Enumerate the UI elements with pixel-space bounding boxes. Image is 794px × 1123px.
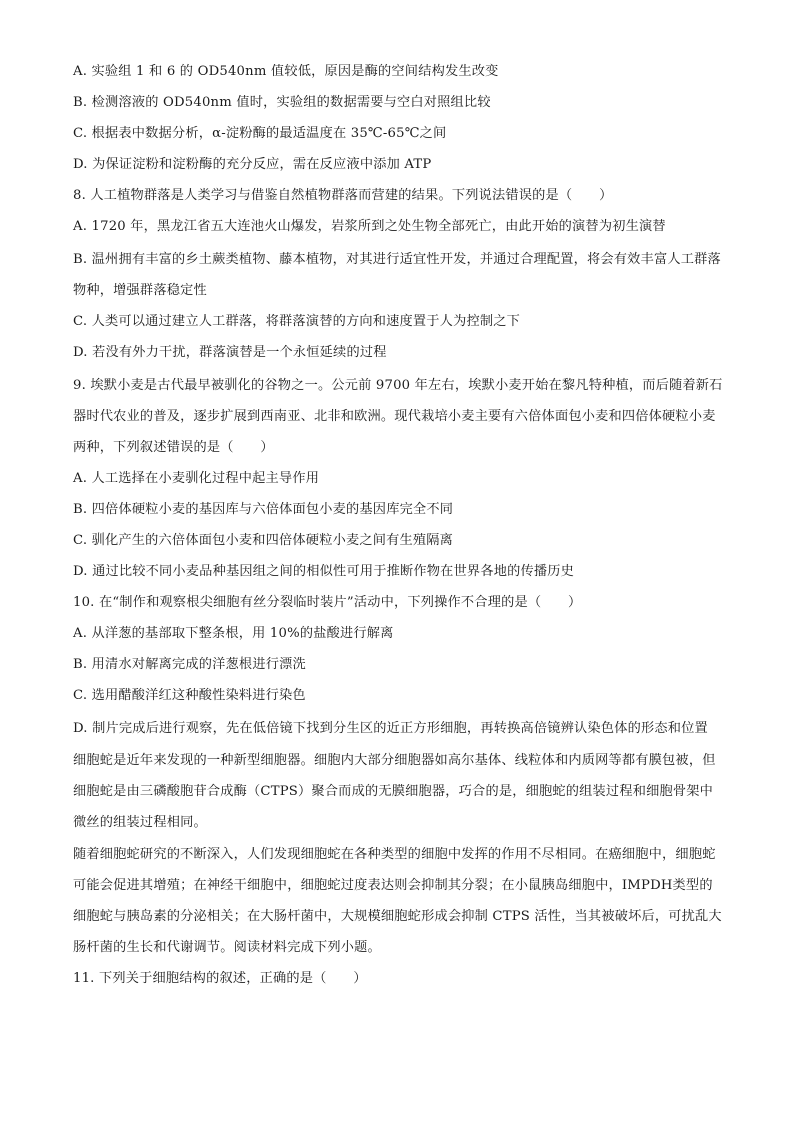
q8-option-a: A. 1720 年，黑龙江省五大连池火山爆发，岩浆所到之处生物全部死亡，由此开始的演替为初生演替 [73, 219, 666, 234]
q11-stem: 11. 下列关于细胞结构的叙述，正确的是（ ） [73, 971, 367, 986]
exam-page [73, 62, 723, 1000]
q7-option-a: A. 实验组 1 和 6 的 OD540nm 值较低，原因是酶的空间结构发生改变 [73, 64, 499, 79]
reading-material [73, 745, 723, 963]
q8-stem: 8. 人工植物群落是人类学习与借鉴自然植物群落而营建的结果。下列说法错误的是（ ） [73, 188, 613, 203]
q8-option-b: B. 温州拥有丰富的乡土蕨类植物、藤本植物，对其进行适宜性开发，并通过合理配置，将会有效丰富人工群落物种，增强群落稳定性 [73, 252, 721, 298]
material-paragraph-2: 随着细胞蛇研究的不断深入，人们发现细胞蛇在各种类型的细胞中发挥的作用不尽相同。在癌细胞中，细胞蛇可能会促进其增殖；在神经干细胞中，细胞蛇过度表达则会抑制其分裂；在小鼠胰岛细胞中，IMPDH类型的细胞蛇与胰岛素的分泌相关；在大肠杆菌中，大规模细胞蛇形成会抑制 CTPS 活性，当其被破坏后，可扰乱大肠杆菌的生长和代谢调节。阅读材料完成下列小题。 [73, 847, 722, 955]
q9-stem: 9. 埃默小麦是古代最早被驯化的谷物之一。公元前 9700 年左右，埃默小麦开始在黎凡特种植，而后随着新石器时代农业的普及，逐步扩展到西南亚、北非和欧洲。现代栽培小麦主要有六倍体面包小麦和四倍体硬粒小麦两种，下列叙述错误的是（ ） [73, 378, 723, 455]
q9-option-c: C. 驯化产生的六倍体面包小麦和四倍体硬粒小麦之间有生殖隔离 [73, 533, 454, 548]
question-9 [73, 370, 723, 582]
q10-option-a: A. 从洋葱的基部取下整条根，用 10%的盐酸进行解离 [73, 626, 394, 641]
q10-option-b: B. 用清水对解离完成的洋葱根进行漂洗 [73, 657, 306, 672]
q8-option-c: C. 人类可以通过建立人工群落，将群落演替的方向和速度置于人为控制之下 [73, 314, 521, 329]
question-11 [73, 969, 723, 989]
q9-option-a: A. 人工选择在小麦驯化过程中起主导作用 [73, 471, 320, 486]
q7-option-c: C. 根据表中数据分析，α-淀粉酶的最适温度在 35℃-65℃之间 [73, 126, 447, 141]
q10-stem: 10. 在“制作和观察根尖细胞有丝分裂临时装片”活动中，下列操作不合理的是（ ） [73, 595, 582, 610]
q7-option-d: D. 为保证淀粉和淀粉酶的充分反应，需在反应液中添加 ATP [73, 157, 432, 172]
q9-option-d: D. 通过比较不同小麦品种基因组之间的相似性可用于推断作物在世界各地的传播历史 [73, 564, 575, 579]
question-10 [73, 593, 723, 744]
material-paragraph-1: 细胞蛇是近年来发现的一种新型细胞器。细胞内大部分细胞器如高尔基体、线粒体和内质网等都有膜包被，但细胞蛇是由三磷酸胞苷合成酶（CTPS）聚合而成的无膜细胞器，巧合的是，细胞蛇的组装过程和细胞骨架中微丝的组装过程相同。 [73, 753, 716, 830]
question-7-options [73, 62, 723, 175]
q10-option-d: D. 制片完成后进行观察，先在低倍镜下找到分生区的近正方形细胞，再转换高倍镜辨认染色体的形态和位置 [73, 721, 708, 736]
q8-option-d: D. 若没有外力干扰，群落演替是一个永恒延续的过程 [73, 345, 387, 360]
question-8 [73, 186, 723, 363]
q9-option-b: B. 四倍体硬粒小麦的基因库与六倍体面包小麦的基因库完全不同 [73, 502, 454, 517]
q10-option-c: C. 选用醋酸洋红这种酸性染料进行染色 [73, 688, 306, 703]
q7-option-b: B. 检测溶液的 OD540nm 值时，实验组的数据需要与空白对照组比较 [73, 95, 491, 110]
